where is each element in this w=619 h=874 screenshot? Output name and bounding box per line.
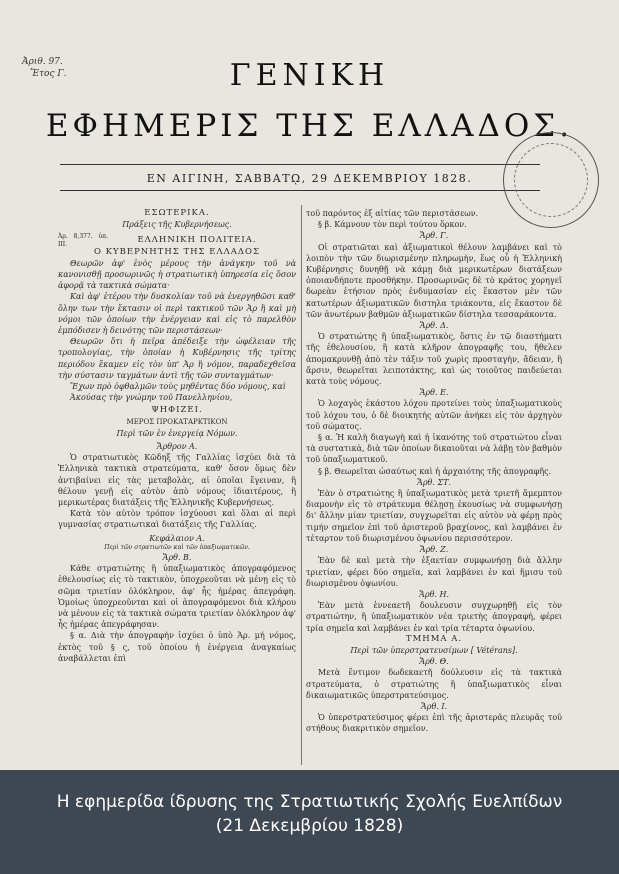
- column-divider: [301, 205, 302, 765]
- article-heading: Ἄρθ. Β.: [162, 552, 192, 562]
- article-paragraph: § β. Θεωρεῖται ὡσαύτως καὶ ἡ ἀρχαιότης τῆς ἀπογραφῆς.: [318, 466, 552, 476]
- caption-line2: (21 Δεκεμβρίου 1828): [215, 816, 404, 836]
- masthead-rule-bottom: [60, 190, 540, 191]
- masthead-rule-top: [60, 164, 540, 165]
- part-subheading: Περὶ τῶν ἐν ἐνεργείᾳ Νόμων.: [116, 428, 238, 438]
- preamble-paragraph: Θεωρῶν ἀφ' ἑνὸς μέρους τὴν ἀνάγκην τοῦ νὰ κανονισθῇ προσωρινῶς ἡ στρατιωτικὴ ὑπηρεσία εἰς ὅσον ἀφορᾷ τὰ τακτικὰ σώματα·: [58, 258, 296, 291]
- section-subheading: Περὶ τῶν ὑπερστρατευσίμων [ Vétérans].: [350, 645, 518, 655]
- article-paragraph: Οἱ στρατιῶται καὶ ἀξιωματικοὶ θέλουν λαμβάνει καὶ τὸ λοιπὸν τὴν τῶν διωρισμένην πληρωμὴν, ἕως οὗ ἡ Ἑλληνικὴ Κυβέρνησις δυνηθῇ νὰ κάμῃ διὰ μερικωτέρων διατάξεων ὁποιανδήποτε προσθήκην. Προσωρινῶς δὲ τὸ κράτος χορηγεῖ δωρεὰν ἑτήσιον πρὸς ἐνδυμασίαν εἰς ἕκαστον μὲν τῶν κατωτέρων ἀξιωματικῶν διστηλα τριάκοντα, εἰς ἕκαστον δὲ τῶν ἀνωτέρων βαθμῶν ἀξιωματικῶν δίστηλα τεσσαράκοντα.: [306, 242, 562, 319]
- chapter-heading: Κεφάλαιον Α.: [149, 533, 205, 543]
- article-heading: Ἄρθ. Ζ.: [419, 545, 449, 555]
- article-paragraph: Ὁ στρατιωτικὸς Κῶδηξ τῆς Γαλλίας ἰσχύει διὰ τὰ Ἑλληνικὰ τακτικὰ στρατεύματα, καθ' ὅσον ὅμως δὲν ἀντιβαίνει εἰς τὰς μεταβολὰς, αἱ ὁποῖαι ἔγειναν, ἢ θέλουν γενῇ εἰς αὐτὸν ἀπὸ νόμους ἰδιαιτέρους, ἢ μερικωτέρας διατάξεις τῆς Ἑλληνικῆς Κυβερνήσεως.: [58, 453, 296, 508]
- part-heading: ΜΕΡΟΣ ΠΡΟΚΑΤΑΡΚΤΙΚΟΝ: [126, 417, 228, 426]
- article-heading: Ἄρθρον Α.: [156, 442, 198, 452]
- dateline: ΕΝ ΑΙΓΙΝΗ, ΣΑΒΒΑΤῼ, 29 ΔΕΚΕΜΒΡΙΟΥ 1828.: [146, 172, 473, 185]
- article-heading: Ἄρθ. Θ.: [419, 657, 449, 667]
- preamble-paragraph: Ἔχων πρὸ ὀφθαλμῶν τοὺς μηθέντας δύο νόμους, καὶ: [70, 382, 286, 392]
- article-paragraph: Ἐὰν ὁ στρατιώτης ἢ ὑπαξιωματικὸς μετὰ τριετῆ ἄμεμπτον διαμονὴν εἰς τὸ στράτευμα θέλῃσῃ ἐκουσίως νὰ συμφωνήσῃ δι' ἄλλην μίαν τριετίαν, συγχωρεῖται εἰς αὐτὸν νὰ φέρῃ πρὸς τιμήν σημεῖον ἐπὶ τοῦ ἀριστεροῦ βραχίονος, καὶ λαμβάνει ἐν τέταρτον τοῦ διωρισμένου ὀψωνίου περισσότερον.: [306, 489, 562, 543]
- governor-heading: Ο ΚΥΒΕΡΝΗΤΗΣ ΤΗΣ ΕΛΛΑΔΟΣ: [94, 246, 260, 257]
- caption-line1: Η εφημερίδα ίδρυσης της Στρατιωτικής Σχολής Ευελπίδων: [56, 792, 563, 812]
- section-subheading: Πράξεις τῆς Κυβερνήσεως.: [122, 220, 232, 230]
- masthead-title-line2: ΕΦΗΜΕΡΙΣ ΤΗΣ ΕΛΛΑΔΟΣ.: [45, 108, 574, 144]
- state-heading: ΕΛΛΗΝΙΚΗ ΠΟΛΙΤΕΙΑ.: [137, 235, 257, 246]
- article-heading: Ἄρθ. Ι.: [420, 701, 448, 711]
- masthead-title-line1: ΓΕΝΙΚΗ: [229, 58, 390, 93]
- issue-year: Ἔτος Γ.: [30, 69, 67, 79]
- article-paragraph: § α. Ἡ καλὴ διαγωγὴ καὶ ἡ ἱκανότης τοῦ στρατιώτου εἶναι τὰ συστατικὰ, διὰ τῶν ὁποίων δικαιοῦται νὰ λάβῃ τὸν βαθμὸν τοῦ ὑπαξιωματικοῦ.: [306, 433, 562, 465]
- right-column: [306, 208, 562, 735]
- article-heading: Ἄρθ. Ε.: [419, 388, 449, 398]
- decree-heading: ΨΗΦΙΖΕΙ.: [151, 405, 203, 416]
- preamble-paragraph: Θεωρῶν ὅτι ἡ πεῖρα ἀπέδειξε τὴν ὠφέλειαν τῆς τροπολογίας, τὴν ὁποίαν ἡ Κυβέρνησις τῆς τρίτης περιόδου ἔκαμεν εἰς τὸν ὑπ' Ἀρ ἢ νόμον, παραδεχθεῖσα τὴν σύστασιν ταγμάτων ἀντὶ τῆς τῶν συνταγμάτων·: [58, 337, 296, 380]
- paragraph: τοῦ παρόντος ἐξ αἰτίας τῶν περιστάσεων.: [306, 209, 479, 218]
- section-heading: ΤΜΗΜΑ Α.: [405, 633, 463, 644]
- chapter-subheading: Περὶ τῶν στρατιωτῶν καὶ τῶν ὑπαξιωματικῶν.: [104, 543, 250, 551]
- paragraph: § β. Κάμνουν τὸν περὶ τούτου ὅρκον.: [318, 220, 467, 230]
- article-paragraph: Κατὰ τὸν αὐτὸν τρόπον ἰσχύουσι καὶ ὅλαι αἱ περὶ γυμνασίας στρατιωτικαὶ διατάξεις τῆς Γαλλίας.: [58, 509, 296, 530]
- caption: [0, 790, 619, 838]
- article-paragraph: Ὁ λοχαγὸς ἑκάστου λόχου προτείνει τοὺς ὑπαξιωματικοὺς τοῦ λόχου του, ὁ δὲ διοικητὴς αὐτῶν ἀνήκει εἰς τὸν ἀρχηγὸν τοῦ σώματος.: [306, 399, 562, 431]
- article-heading: Ἄρθ. Δ.: [419, 321, 449, 331]
- preamble-paragraph: Ἀκούσας τὴν γνώμην τοῦ Πανελληνίου,: [70, 393, 233, 403]
- article-paragraph: Ἐὰν δὲ καὶ μετὰ τὴν ἑξαετίαν συμφωνήσῃ διὰ ἄλλην τριετίαν, φέρει δύο σημεῖα, καὶ λαμβάνει ἐν καὶ ἥμισυ τοῦ διωρισμένου ὀψωνίου.: [306, 556, 562, 588]
- article-paragraph: Ὁ στρατιώτης ἢ ὑπαξιωματικὸς, ὅστις ἐν τῷ διαστήματι τῆς ἐθελουσίου, ἢ κατὰ κλῆρον ἀπογραφῆς του, ἤθελεν ἀπομακρυνθῇ ἀπὸ τὲν τάξιν τοῦ χωρὶς προσταγὴν, ἄδειαν, ἢ ἄρσιν, θεωρεῖται λειποτάκτης, καὶ ὡς τοιοῦτος παιδεύεται κατὰ τοὺς νόμους.: [306, 332, 562, 387]
- article-heading: Ἄρθ. ΣΤ.: [416, 477, 451, 487]
- left-column: [58, 208, 296, 664]
- side-note: Ἀρ. 8,377. ὑπ. ΙΙΙ.: [58, 233, 108, 249]
- article-heading: Ἄρθ. Γ.: [419, 231, 449, 241]
- article-paragraph: Ὁ ὑπερστρατεύσιμος φέρει ἐπὶ τῆς ἀριστερᾶς πλευρᾶς τοῦ στήθους διακριτικὸν σημεῖον.: [306, 713, 562, 734]
- issue-number: Ἀριθ. 97.: [22, 57, 63, 67]
- article-paragraph: Κάθε στρατιώτης ἢ ὑπαξιωματικὸς ἀπογραφόμενος ἐθελουσίως εἰς τὸ τακτικὸν, ὑποχρεοῦται νὰ μένῃ εἰς τὸ σῶμα τριετίαν ὁλόκληρον, ἀφ' ἧς ἡμέρας ἀπεγράφη. Ὁμοίως ὑποχρεοῦνται καὶ οἱ ἀπογραφόμενοι διὰ κλήρου νὰ μένουν εἰς τὰ τακτικὰ σώματα τριετίαν ὁλόκληρον ἀφ' ἧς ἡμέρας ἀπεγράφησαν.: [58, 564, 296, 630]
- article-paragraph: Μετὰ ἔντιμον δωδεκαετῆ δούλευσιν εἰς τὰ τακτικὰ στρατεύματα, ὁ στρατιώτης ἢ ὑπαξιωματικὸς εἶναι δικαιωματικῶς ὑπερστρατεύσιμος.: [306, 668, 562, 700]
- preamble-paragraph: Καὶ ἀφ' ἑτέρου τὴν δυσκολίαν τοῦ νὰ ἐνεργηθῶσι καθ' ὅλην των τὴν ἔκτασιν οἱ περὶ τακτικοῦ τῶν Ἀρ ἢ καὶ μὴ νόμοι τῶν ὁποίων τὴν ἐνέργειαν καὶ εἰς τὸ παρελθὸν ἐμπόδισεν ἡ δεινότης τῶν περιστάσεων·: [58, 292, 296, 336]
- article-heading: Ἄρθ. Η.: [419, 589, 449, 599]
- section-heading: ΕΣΩΤΕΡΙΚΑ.: [144, 208, 210, 218]
- article-paragraph: Ἐὰν μετὰ ἐννεαετῆ δουλευσιν συγχωρηθῇ εἰς τὸν στρατιώτην, ἢ ὑπαξιωματικὸν νέα τριετὴς ἀπογραφή, φέρει τρία σημεῖα καὶ λαμβάνει ἐν καὶ τρία τέταρτα ὀψωνίου.: [306, 601, 562, 633]
- article-paragraph: § α. Διὰ τὴν ἀπογραφὴν ἰσχύει ὁ ὑπὸ Ἀρ. μή νόμος, ἐκτὸς τοῦ § ς, τοῦ ὁποίου ἡ ἐνέργεια ἀναγκαίως ἀναβάλλεται ἐπὶ: [58, 631, 296, 663]
